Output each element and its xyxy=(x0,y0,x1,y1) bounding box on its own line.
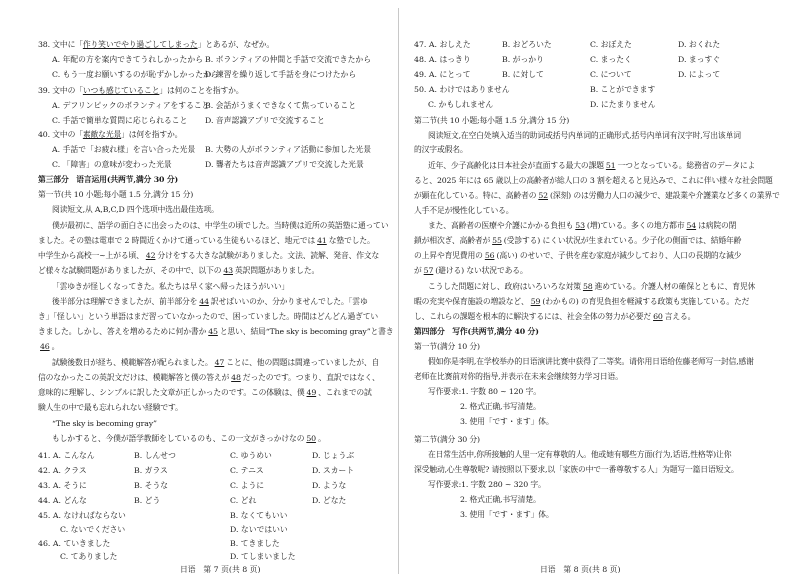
passage-text: (高い) のせいで、子供を産む家庭が減少しており、人口の長期的な減少 xyxy=(496,251,742,260)
writing2-title: 第二节(满分 30 分) xyxy=(414,435,480,444)
passage-text: 。 xyxy=(317,434,326,443)
passage-text: こうした問題に対し、政府はいろいろな対策 xyxy=(428,282,581,291)
passage-text: 中学生から高校一~上がる頃、 xyxy=(38,251,144,260)
passage-text: 意味的に理解し、シンプルに訳した文章が正しかったのです。この体験は、僕 xyxy=(38,388,305,397)
passage-text: だったのです。つまり、直訳ではなく、 xyxy=(242,373,380,382)
q41-option-a: 41. A. こんなん xyxy=(38,451,95,460)
q47-option-b: B. おどろいた xyxy=(502,40,552,49)
q39-prefix: 39. 文中の「 xyxy=(38,86,83,95)
passage-line xyxy=(38,388,372,398)
blank-49: 49 xyxy=(306,388,317,397)
passage-text: ました。その塾は電車で 2 時間近くかけて通っている生徒もいるほど、地元では xyxy=(38,236,316,245)
passage-text: 暇の充実や保育施設の増設など、 xyxy=(414,297,529,306)
passage-text: 試験後数日が経ち、模範解答が配られました。 xyxy=(52,358,213,367)
blank-54: 54 xyxy=(686,221,697,230)
q44-option-d: D. どなた xyxy=(312,496,347,505)
part3-title: 第三部分 语言运用(共两节,满分 30 分) xyxy=(38,175,179,184)
passage-line xyxy=(414,266,528,276)
passage-line xyxy=(428,282,755,292)
q38-suffix: 」とあるが、なぜか。 xyxy=(197,40,275,49)
passage-text: の上昇や育児費用の xyxy=(414,251,483,260)
q46-option-c: C. てありました xyxy=(60,552,118,561)
q45-option-d: D. ないではいい xyxy=(230,525,288,534)
blank-47: 47 xyxy=(214,358,225,367)
passage-quote: 「雲ゆきが怪しくなってきた。私たちは早く家へ帰ったほうがいい」 xyxy=(52,282,290,291)
exam-page-8 xyxy=(400,0,800,579)
passage-text: (受診する) にくい状況が生まれている。少子化の側面では、結婚年齢 xyxy=(503,236,742,245)
section1-instruction: 阅读短文,从 A,B,C,D 四个选项中选出最佳选项。 xyxy=(52,205,219,214)
passage-text: (わかもの) の育児負担を軽減する政策も実施している。ただ xyxy=(542,297,750,306)
writing1-prompt: 老师在比赛前对你的指导,并表示在未来会继续努力学习日语。 xyxy=(414,372,623,381)
q38-option-a: A. 年配の方を案内できてうれしかったから xyxy=(52,55,203,64)
q49-option-c: C. について xyxy=(590,70,632,79)
passage-text: きました。しかし、答えを増めるために何か書か xyxy=(38,327,207,336)
passage-line xyxy=(38,266,319,276)
q40-suffix: 」は何を指すか。 xyxy=(121,130,183,139)
passage-line: 僕が最初に、語学の面白さに出会ったのは、中学生の頃でした。当時僕は近所の英語塾に通ってい xyxy=(52,221,389,230)
passage-text: が顕在化している。特に、高齢者の xyxy=(414,191,537,200)
blank-60: 60 xyxy=(653,312,663,321)
q48-option-a: 48. A. はっきり xyxy=(414,55,471,64)
q40-prefix: 40. 文中の「 xyxy=(38,130,83,139)
q40-option-b: B. 大勢の人がボランティア活動に参加した光景 xyxy=(205,145,371,154)
passage-text: (深刻) のは労働力人口の減少で、建設業や介護業など多くの業界で xyxy=(549,191,780,200)
passage-quote: “The sky is becoming gray” xyxy=(52,419,157,428)
blank-59: 59 xyxy=(530,297,541,306)
q39-option-b: B. 会話がうまくできなくて焦っていること xyxy=(205,101,357,110)
q44-option-c: C. どれ xyxy=(230,496,257,505)
writing1-prompt: 假如你是李明,在学校举办的日语演讲比赛中获得了二等奖。请你用日语给佐藤老师写一封信,感谢 xyxy=(428,357,754,366)
q42-option-a: 42. A. クラス xyxy=(38,466,87,475)
section2-instruction: 的汉字或假名。 xyxy=(414,145,468,154)
q48-option-b: B. がっかり xyxy=(502,55,544,64)
passage-line xyxy=(38,236,375,246)
q38-option-c: C. もう一度お願いするのが恥ずかしかったから xyxy=(52,70,219,79)
q44-option-b: B. どう xyxy=(134,496,161,505)
passage-text: 訳せばいいのか、分かりませんでした。「雲ゆ xyxy=(210,297,368,306)
passage-text: 分けをする大きな試験がありました。文法、読解、発音、作文な xyxy=(157,251,380,260)
section2-instruction: 阅读短文,在空白处填入适当的助词或括号内单词的正确形式,括号内单词有汉字时,写出该单词 xyxy=(428,131,741,140)
q39-option-d: D. 音声認識アプリで交流すること xyxy=(205,116,325,125)
passage-line: き」「怪しい」という単語はまだ習っていなかったので、困っていました。時間はどんどん過ぎてい xyxy=(38,312,379,321)
q46-option-a: 46. A. ていきました xyxy=(38,539,111,548)
q48-option-d: D. まっすぐ xyxy=(678,55,721,64)
passage-line xyxy=(414,236,741,246)
passage-text: 鎖が相次ぎ、高齢者が xyxy=(414,236,491,245)
q43-option-d: D. ような xyxy=(312,481,347,490)
q41-option-c: C. ゆうめい xyxy=(230,451,272,460)
passage-text: な塾でした。 xyxy=(328,236,375,245)
passage-line: 人手不足が慢性化している。 xyxy=(414,206,514,215)
blank-46: 46 xyxy=(40,342,50,351)
passage-line xyxy=(52,358,379,368)
question-39 xyxy=(38,86,243,96)
q46-option-d: D. てしまいました xyxy=(230,552,296,561)
page-footer: 日语 第 8 页(共 8 页) xyxy=(540,565,621,574)
blank-51: 51 xyxy=(605,161,616,170)
blank-41: 41 xyxy=(317,236,327,245)
passage-line xyxy=(414,191,780,201)
passage-text: 後半部分は理解できましたが、前半部分を xyxy=(52,297,198,306)
q40-option-d: D. 聾者たちは音声認識アプリで交流した光景 xyxy=(205,160,364,169)
writing2-prompt: 深受触动,心生尊敬呢? 请按照以下要求,以「家族の中で一番尊敬する人」为题写一篇日语短文。 xyxy=(414,465,739,474)
passage-line xyxy=(38,327,393,337)
passage-text: 進めている。介護人材の確保とともに、育児休 xyxy=(594,282,756,291)
q49-option-b: B. に対して xyxy=(502,70,544,79)
passage-line xyxy=(52,434,326,444)
blank-55: 55 xyxy=(492,236,502,245)
q40-quote: 素敵な光景 xyxy=(82,130,122,139)
passage-text: 。 xyxy=(51,342,60,351)
passage-line xyxy=(52,297,368,307)
passage-text: 近年、少子高齢化は日本社会が直面する最大の課題 xyxy=(428,161,604,170)
q39-option-c: C. 手話で簡単な質問に応じられること xyxy=(52,116,188,125)
q47-option-c: C. おぼえた xyxy=(590,40,632,49)
passage-line: ると、2025 年には 65 歳以上の高齢者が総人口の 3 割を超えると見込みで、これに伴い様々な社会問題 xyxy=(414,176,773,185)
passage-text: 信のなかったこの英訳文だけは、模範解答と僕の答えが xyxy=(38,373,230,382)
passage-text: 言える。 xyxy=(664,312,696,321)
q38-option-d: D. 練習を繰り返して手話を身につけたから xyxy=(205,70,357,79)
passage-line xyxy=(38,342,59,352)
q43-option-a: 43. A. そうに xyxy=(38,481,87,490)
passage-line xyxy=(414,297,749,307)
q49-option-a: 49. A. にとって xyxy=(414,70,471,79)
passage-line xyxy=(38,251,379,261)
q45-option-c: C. ないでください xyxy=(60,525,126,534)
q50-option-d: D. にたまりません xyxy=(590,100,656,109)
q50-option-a: 50. A. わけではありません xyxy=(414,85,510,94)
part4-title: 第四部分 写作(共两节,满分 40 分) xyxy=(414,327,539,336)
passage-text: ど様々な試験問題がありましたが、その中で、以下の xyxy=(38,266,222,275)
q38-prefix: 38. 文中に「 xyxy=(38,40,83,49)
q44-option-a: 44. A. どんな xyxy=(38,496,87,505)
passage-line xyxy=(414,251,741,261)
q43-option-c: C. ように xyxy=(230,481,265,490)
blank-43: 43 xyxy=(223,266,233,275)
q50-option-c: C. かもしれません xyxy=(428,100,494,109)
blank-50: 50 xyxy=(306,434,316,443)
passage-line: 験人生の中で最も忘れられない経験です。 xyxy=(38,403,183,412)
blank-48: 48 xyxy=(231,373,241,382)
q49-option-d: D. によって xyxy=(678,70,721,79)
q41-option-d: D. じょうぶ xyxy=(312,451,355,460)
passage-text: (増)ている。多くの地方都市 xyxy=(586,221,685,230)
blank-58: 58 xyxy=(582,282,593,291)
passage-line xyxy=(414,312,695,322)
q39-option-a: A. デフリンピックのボランティアをすること xyxy=(52,101,210,110)
passage-text: が xyxy=(414,266,422,275)
passage-text: 、これまでの試 xyxy=(318,388,372,397)
writing2-requirement: 写作要求:1. 字数 280 ~ 320 字。 xyxy=(428,480,546,489)
passage-text: と思い、結局“The sky is becoming gray”と書き xyxy=(219,327,394,336)
writing1-title: 第一节(满分 10 分) xyxy=(414,342,480,351)
q48-option-c: C. まったく xyxy=(590,55,632,64)
q38-quote: 作り笑いでやり過ごしてしまった xyxy=(82,40,198,49)
page-footer: 日语 第 7 页(共 8 页) xyxy=(180,565,261,574)
passage-text: 英訳問題がありました。 xyxy=(235,266,320,275)
writing2-requirement: 2. 格式正确,书写清楚。 xyxy=(460,495,541,504)
passage-line xyxy=(428,221,736,231)
writing1-requirement: 3. 使用「です・ます」体。 xyxy=(460,417,554,426)
q47-option-d: D. おくれた xyxy=(678,40,721,49)
blank-56: 56 xyxy=(484,251,495,260)
writing2-prompt: 在日常生活中,你所接触的人里一定有尊敬的人。他或她有哪些方面(行为,话语,性格等)让你 xyxy=(428,450,732,459)
q45-option-a: 45. A. なければならない xyxy=(38,511,126,520)
q43-option-b: B. そうな xyxy=(134,481,169,490)
writing1-requirement: 2. 格式正确,书写清楚。 xyxy=(460,402,541,411)
passage-text: もしかすると、今僕が語学教師をしているのも、この一文がきっかけなの xyxy=(52,434,305,443)
passage-text: (避ける) ない状況である。 xyxy=(435,266,528,275)
passage-text: は病院の閉 xyxy=(698,221,737,230)
q45-option-b: B. なくてもいい xyxy=(230,511,288,520)
q40-option-c: C. 「障害」の意味が変わった光景 xyxy=(52,160,172,169)
question-40 xyxy=(38,130,182,140)
passage-line xyxy=(38,373,380,383)
q39-suffix: 」は何のことを指すか。 xyxy=(159,86,244,95)
writing2-requirement: 3. 使用「です・ます」体。 xyxy=(460,510,554,519)
question-38 xyxy=(38,40,274,50)
passage-text: 一つとなっている。総務省のデータによ xyxy=(617,161,756,170)
q47-option-a: 47. A. おしえた xyxy=(414,40,471,49)
writing1-requirement: 写作要求:1. 字数 80 ~ 120 字。 xyxy=(428,387,541,396)
blank-45: 45 xyxy=(208,327,218,336)
q42-option-b: B. ガラス xyxy=(134,466,168,475)
passage-line xyxy=(428,161,755,171)
section2-title: 第二节(共 10 小题;每小题 1.5 分,满分 15 分) xyxy=(414,116,570,125)
passage-text: また、高齢者の医療や介護にかかる負担も xyxy=(428,221,574,230)
q46-option-b: B. てきました xyxy=(230,539,280,548)
q40-option-a: A. 手話で「お疲れ様」を言い合った光景 xyxy=(52,145,196,154)
blank-42: 42 xyxy=(145,251,156,260)
q38-option-b: B. ボランティアの仲間と手話で交流できたから xyxy=(205,55,371,64)
passage-text: し、これらの課題を根本的に解決するには、社会全体の努力が必要だ xyxy=(414,312,652,321)
section1-title: 第一节(共 10 小题;每小题 1.5 分,满分 15 分) xyxy=(38,190,194,199)
q42-option-d: D. スカート xyxy=(312,466,355,475)
blank-52: 52 xyxy=(538,191,548,200)
q50-option-b: B. ことができます xyxy=(590,85,656,94)
blank-53: 53 xyxy=(575,221,585,230)
blank-57: 57 xyxy=(423,266,434,275)
q41-option-b: B. しんせつ xyxy=(134,451,176,460)
passage-text: ことに、他の問題は間違っていましたが、自 xyxy=(226,358,380,367)
q42-option-c: C. テニス xyxy=(230,466,264,475)
blank-44: 44 xyxy=(199,297,209,306)
q39-quote: いつも感じていること xyxy=(82,86,160,95)
